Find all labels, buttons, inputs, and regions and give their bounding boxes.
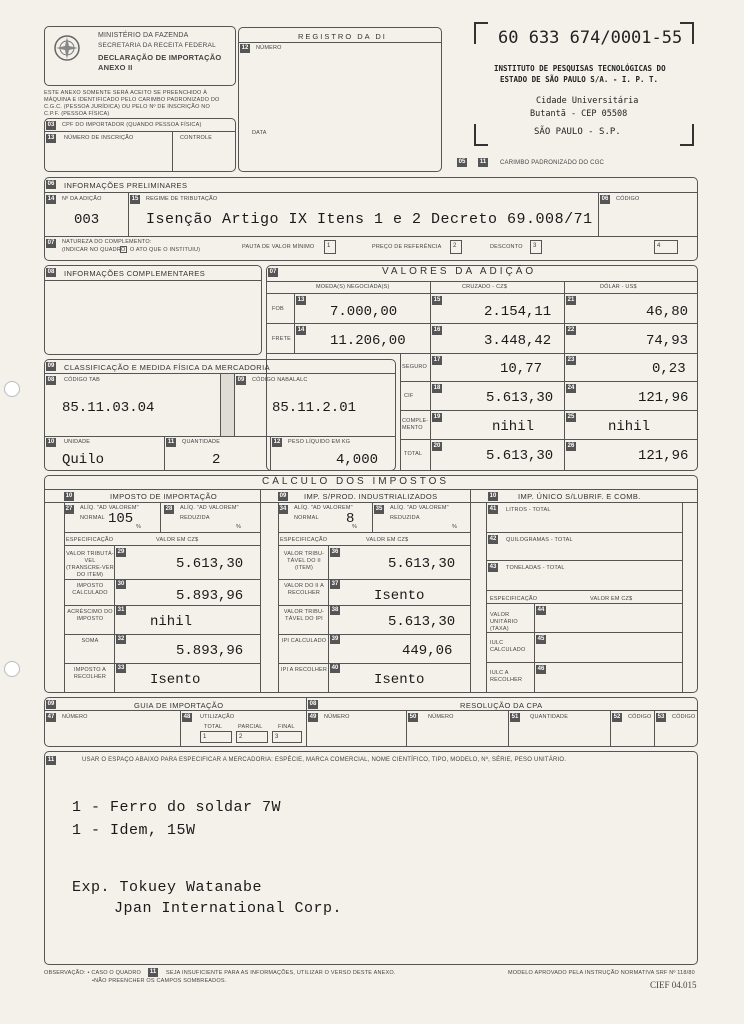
final-label: FINAL <box>278 724 295 730</box>
footer-obs-2: SEJA INSUFICIENTE PARA AS INFORMAÇÕES, UTILIZAR O VERSO DESTE ANEXO. <box>166 970 396 976</box>
field-num-50: 50 <box>409 714 417 720</box>
coat-of-arms-icon <box>52 33 82 63</box>
total-checkbox[interactable]: 1 <box>200 731 232 743</box>
cpa-numero-label: NÚMERO <box>324 714 350 720</box>
ii-vspec <box>114 545 115 693</box>
ipi-row-divider <box>278 579 470 580</box>
pauta-label: PAUTA DE VALOR MÍNIMO <box>242 244 315 250</box>
field-num-14: 14 <box>47 196 55 202</box>
stamp-corner-br <box>680 124 694 146</box>
ipi-row-divider <box>278 663 470 664</box>
calc-v2 <box>470 489 471 693</box>
complemento-cruzado: nihil <box>492 419 535 435</box>
iu-calculado: IULC CALCULADO <box>490 640 526 653</box>
ipi-vmid <box>372 502 373 532</box>
regime-value: Isenção Artigo IX Itens 1 e 2 Decreto 69.008/71 <box>146 211 593 228</box>
ii-reduzida-label: REDUZIDA <box>180 515 210 521</box>
ipi-espec-label: ESPECIFICAÇÃO <box>280 537 328 543</box>
stamp-cgc: 60 633 674/0001-55 <box>498 28 683 48</box>
ipi-row-num: 38 <box>331 607 339 613</box>
ipi-row-value: 449,06 <box>402 643 453 659</box>
iu-line6 <box>486 662 682 663</box>
ii-row-value: 5.893,96 <box>176 643 244 659</box>
fob-moeda: 7.000,00 <box>330 304 398 320</box>
peso-label: PESO LÍQUIDO EM KG <box>288 439 351 445</box>
val-line4 <box>400 381 698 382</box>
field-num-44: 44 <box>537 607 545 613</box>
form-subtitle: ANEXO II <box>98 63 133 72</box>
field-num-05: 05 <box>458 159 466 165</box>
field-num-13b: 13 <box>297 297 305 303</box>
registro-title: REGISTRO DA DI <box>298 32 387 41</box>
iu-quilogramas: QUILOGRAMAS - TOTAL <box>506 537 573 543</box>
ii-aliq-label-2: ALÍQ. "AD VALOREM" <box>180 505 239 511</box>
field-num-14b: 14 <box>297 327 305 333</box>
stamp-line-5: SÃO PAULO - S.P. <box>534 127 621 137</box>
adicao-label: Nº DA ADIÇÃO <box>62 196 102 202</box>
prelim-v1 <box>128 192 129 236</box>
preliminares-title: INFORMAÇÕES PRELIMINARES <box>64 181 188 190</box>
tab-value: 85.11.03.04 <box>62 400 155 416</box>
footer-obs-3: •NÃO PREENCHER OS CAMPOS SOMBREADOS. <box>92 978 227 984</box>
ii-row-divider <box>64 579 260 580</box>
ipi-row-label: IPI A RECOLHER <box>280 667 328 673</box>
frete-dolar: 74,93 <box>646 333 689 349</box>
field-num-51: 51 <box>511 714 519 720</box>
fob-cruzado: 2.154,11 <box>484 304 552 320</box>
prelim-line <box>44 192 698 193</box>
cif-cruzado: 5.613,30 <box>486 390 554 406</box>
cpa-v3 <box>610 710 611 747</box>
val-line1 <box>266 293 698 294</box>
stamp-line-2: ESTADO DE SÃO PAULO S/A. - I. P. T. <box>500 75 659 84</box>
cpa-v1 <box>406 710 407 747</box>
field-num-24: 24 <box>567 385 575 391</box>
natureza-quadro[interactable] <box>120 246 127 253</box>
regime-label: REGIME DE TRIBUTAÇÃO <box>146 196 218 202</box>
inscricao-label: NÚMERO DE INSCRIÇÃO <box>64 135 134 141</box>
ii-aliq-label: ALÍQ. "AD VALOREM" <box>80 505 139 511</box>
ii-row-value: 5.893,96 <box>176 588 244 604</box>
cpf-divider <box>44 131 236 132</box>
cpa-title: RESOLUÇÃO DA CPA <box>460 701 543 710</box>
unidade-value: Quilo <box>62 452 105 468</box>
unidade-label: UNIDADE <box>64 439 91 445</box>
stamp-line-4: Butantã - CEP 05508 <box>530 109 628 119</box>
field-num-10: 10 <box>47 439 55 445</box>
field-num-08c: 08 <box>309 701 317 707</box>
frete-label: FRETE <box>272 336 292 342</box>
col-dolar-label: DÓLAR - US$ <box>600 284 637 290</box>
field-num-48: 48 <box>183 714 191 720</box>
total-label: TOTAL <box>404 451 423 457</box>
mercadoria-line-4: Jpan International Corp. <box>114 900 343 917</box>
iu-toneladas: TONELADAS - TOTAL <box>506 565 565 571</box>
field-num-34: 34 <box>279 506 287 512</box>
pauta-checkbox[interactable]: 1 <box>324 240 336 254</box>
total-util-label: TOTAL <box>204 724 223 730</box>
cif-dolar: 121,96 <box>638 390 689 406</box>
header-note-1: ESTE ANEXO SOMENTE SERÁ ACEITO SE PREENCHIDO À <box>44 90 208 96</box>
iu-line3 <box>486 590 682 591</box>
calculo-title: CÁLCULO DOS IMPOSTOS <box>262 476 450 487</box>
ipi-pct-2: % <box>452 524 458 530</box>
total-dolar: 121,96 <box>638 448 689 464</box>
ii-row-num: 31 <box>117 607 125 613</box>
iu-line1 <box>486 532 682 533</box>
frete-cruzado: 3.448,42 <box>484 333 552 349</box>
ipi-row-label: VALOR DO II A RECOLHER <box>283 583 325 596</box>
field-num-22: 22 <box>567 327 575 333</box>
field-num-03: 03 <box>47 122 55 128</box>
header-note-2: MÁQUINA E IDENTIFICADO PELO CARIMBO PADRONIZADO DO <box>44 97 220 103</box>
ii-row-label: VALOR TRIBUTÁ-VEL (TRANSCRE-VER DO ITEM) <box>66 551 114 578</box>
val-line0 <box>266 281 698 282</box>
cif-label: CIF <box>404 393 414 399</box>
ipi-row-label: VALOR TRIBU-TÁVEL DO IPI <box>283 609 325 622</box>
ipi-row-value: Isento <box>374 588 425 604</box>
val-line2 <box>266 323 698 324</box>
ii-line1 <box>64 532 260 533</box>
ipi-vleft <box>278 502 279 693</box>
col-moeda-label: MOEDA(S) NEGOCIADA(S) <box>316 284 390 290</box>
field-num-20: 20 <box>433 443 441 449</box>
cpa-codigo-label: CÓDIGO <box>628 714 652 720</box>
fob-label: FOB <box>272 306 284 312</box>
cpf-vdivider <box>172 131 173 172</box>
class-v3 <box>270 436 271 471</box>
ipi-title: IMP. S/PROD. INDUSTRIALIZADOS <box>304 492 438 501</box>
ii-title: IMPOSTO DE IMPORTAÇÃO <box>110 492 218 501</box>
cpa-v4 <box>654 710 655 747</box>
ipi-row-label: VALOR TRIBU-TÁVEL DO II (ITEM) <box>283 551 325 571</box>
mercadoria-line-2: 1 - Idem, 15W <box>72 822 196 839</box>
field-num-16: 16 <box>433 327 441 333</box>
field-num-43: 43 <box>489 564 497 570</box>
ipi-line1 <box>278 532 470 533</box>
mercadoria-line-3: Exp. Tokuey Watanabe <box>72 879 263 896</box>
field-num-07b: 07 <box>269 269 277 275</box>
ipi-line2 <box>278 545 470 546</box>
preco-label: PREÇO DE REFERÊNCIA <box>372 244 442 250</box>
iu-espec-label: ESPECIFICAÇÃO <box>490 596 538 602</box>
ii-espec-label: ESPECIFICAÇÃO <box>66 537 114 543</box>
cpf-label: CPF DO IMPORTADOR (QUANDO PESSOA FÍSICA) <box>62 122 202 128</box>
ipi-row-num: 36 <box>331 549 339 555</box>
ii-row-value: Isento <box>150 672 201 688</box>
form-title: DECLARAÇÃO DE IMPORTAÇÃO <box>98 53 222 62</box>
iu-vright <box>682 502 683 693</box>
calculo-box <box>44 475 698 693</box>
ii-aliq-value: 105 <box>108 511 134 527</box>
field-num-47: 47 <box>47 714 55 720</box>
ipi-valor-label: VALOR EM CZ$ <box>366 537 409 543</box>
val-line6 <box>400 439 698 440</box>
total-cruzado: 5.613,30 <box>486 448 554 464</box>
prelim-v2 <box>598 192 599 236</box>
ii-row-value: nihil <box>150 614 193 630</box>
field-num-45: 45 <box>537 636 545 642</box>
cpa-quantidade-label: QUANTIDADE <box>530 714 569 720</box>
desconto-checkbox[interactable]: 3 <box>530 240 542 254</box>
parcial-label: PARCIAL <box>238 724 263 730</box>
iu-vspec <box>534 603 535 693</box>
nabalalc-label: CÓDIGO NABALALC <box>252 377 308 383</box>
classificacao-title: CLASSIFICAÇÃO E MEDIDA FÍSICA DA MERCADORIA <box>64 363 270 372</box>
field-num-07: 07 <box>47 240 55 246</box>
ipi-row-divider <box>278 634 470 635</box>
cpa-codigo2-label: CÓDIGO <box>672 714 696 720</box>
ii-line0 <box>44 502 260 503</box>
seguro-label: SEGURO <box>402 364 428 370</box>
val-v2 <box>430 281 431 471</box>
field-num-10c: 10 <box>489 493 497 499</box>
field-num-42: 42 <box>489 536 497 542</box>
field-num-11c: 11 <box>47 757 55 763</box>
ii-row-num: 32 <box>117 636 125 642</box>
val-line5 <box>400 410 698 411</box>
stamp-line-3: Cidade Universitária <box>536 96 639 106</box>
cpa-v2 <box>508 710 509 747</box>
ii-row-label: SOMA <box>81 638 99 644</box>
peso-value: 4,000 <box>336 452 379 468</box>
prelim-line2 <box>44 236 698 237</box>
mercadoria-box <box>44 751 698 965</box>
mercadoria-line-1: 1 - Ferro do soldar 7W <box>72 799 282 816</box>
ii-valor-label: VALOR EM CZ$ <box>156 537 199 543</box>
ipi-row-num: 39 <box>331 636 339 642</box>
field-num-49: 49 <box>309 714 317 720</box>
field-num-17: 17 <box>433 357 441 363</box>
field-num-12: 12 <box>241 45 249 51</box>
iu-title: IMP. ÚNICO S/LUBRIF. E COMB. <box>518 492 641 501</box>
ipi-row-value: 5.613,30 <box>388 614 456 630</box>
ii-normal-label: NORMAL <box>80 515 105 521</box>
ipi-aliq-value: 8 <box>346 511 355 527</box>
extra-checkbox[interactable]: 4 <box>654 240 678 254</box>
ii-row-divider <box>64 663 260 664</box>
ii-row-num: 33 <box>117 665 125 671</box>
ii-vmid <box>160 502 161 532</box>
field-num-25: 25 <box>567 414 575 420</box>
field-num-35: 35 <box>375 506 383 512</box>
footer-obs-1: OBSERVAÇÃO: • CASO O QUADRO <box>44 970 141 976</box>
field-num-27: 27 <box>65 506 73 512</box>
val-v3 <box>564 281 565 471</box>
class-v2 <box>164 436 165 471</box>
preco-checkbox[interactable]: 2 <box>450 240 462 254</box>
iu-line4 <box>486 603 682 604</box>
quantidade-value: 2 <box>212 452 221 468</box>
final-checkbox[interactable]: 3 <box>272 731 302 743</box>
complementares-title: INFORMAÇÕES COMPLEMENTARES <box>64 269 206 278</box>
ii-row-value: 5.613,30 <box>176 556 244 572</box>
ipi-row-divider <box>278 605 470 606</box>
ipi-row-num: 37 <box>331 581 339 587</box>
complemento-label-2: MENTO <box>402 425 423 431</box>
field-num-09: 09 <box>47 363 55 369</box>
field-num-53: 53 <box>657 714 665 720</box>
field-num-15: 15 <box>131 196 139 202</box>
natureza-label-1: NATUREZA DO COMPLEMENTO: <box>62 239 152 245</box>
registro-data-label: DATA <box>252 130 267 136</box>
field-num-11b: 11 <box>167 439 175 445</box>
quantidade-label: QUANTIDADE <box>182 439 221 445</box>
calc-line0 <box>44 489 698 490</box>
ii-vleft <box>64 502 65 693</box>
ipi-row-label: IPI CALCULADO <box>281 638 327 644</box>
field-num-21: 21 <box>567 297 575 303</box>
class-v1 <box>220 373 221 436</box>
ipi-aliq-label: ALÍQ. "AD VALOREM" <box>294 505 353 511</box>
complemento-label-1: COMPLE- <box>402 418 429 424</box>
calc-v1 <box>260 489 261 693</box>
field-num-19: 19 <box>433 414 441 420</box>
ii-row-divider <box>64 634 260 635</box>
stamp-corner-bl <box>474 124 488 146</box>
iu-valor-label: VALOR EM CZ$ <box>590 596 633 602</box>
field-num-13: 13 <box>47 135 55 141</box>
field-num-09b: 09 <box>237 377 245 383</box>
field-num-09c: 09 <box>279 493 287 499</box>
natureza-label-2: (INDICAR NO QUADRO <box>62 247 126 253</box>
field-num-52: 52 <box>613 714 621 720</box>
controle-label: CONTROLE <box>180 135 213 141</box>
field-num-15b: 15 <box>433 297 441 303</box>
field-num-26: 26 <box>567 443 575 449</box>
field-num-46: 46 <box>537 666 545 672</box>
iu-vleft <box>486 502 487 693</box>
col-cruzado-label: CRUZADO - CZ$ <box>462 284 508 290</box>
stamp-line-1: INSTITUTO DE PESQUISAS TECNOLÓGICAS DO <box>494 64 666 73</box>
ii-pct: % <box>136 524 142 530</box>
iu-litros: LITROS - TOTAL <box>506 507 551 513</box>
ipi-aliq-label-2: ALÍQ. "AD VALOREM" <box>390 505 449 511</box>
seguro-dolar: 0,23 <box>652 361 686 377</box>
field-num-09d: 09 <box>47 701 55 707</box>
ii-row-num: 30 <box>117 581 125 587</box>
stamp-corner-tl <box>474 22 488 44</box>
seguro-cruzado: 10,77 <box>500 361 543 377</box>
guia-title: GUIA DE IMPORTAÇÃO <box>134 701 224 710</box>
field-num-06: 06 <box>47 181 55 187</box>
field-num-08: 08 <box>47 269 55 275</box>
ipi-row-value: 5.613,30 <box>388 556 456 572</box>
ipi-vspec <box>328 545 329 693</box>
natureza-label-3: O ATO QUE O INSTITUIU) <box>130 247 201 253</box>
guia-numero-label: NÚMERO <box>62 714 88 720</box>
ministry-name: MINISTÉRIO DA FAZENDA <box>98 32 189 39</box>
ii-row-label: IMPOSTO CALCULADO <box>72 583 108 596</box>
valores-title: VALORES DA ADIÇÃO <box>382 266 537 277</box>
field-num-28: 28 <box>165 506 173 512</box>
iu-valor-unit: VALOR UNITÁRIO (TAXA) <box>490 612 518 632</box>
footer-modelo: MODELO APROVADO PELA INSTRUÇÃO NORMATIVA SRF Nº 118/80 <box>508 970 695 976</box>
header-note-3: C.G.C. (PESSOA JURÍDICA) OU PELO Nº DE INSCRIÇÃO NO <box>44 104 210 110</box>
compl-line <box>44 280 262 281</box>
codigo-label: CÓDIGO <box>616 196 640 202</box>
ii-row-label: IMPOSTO A RECOLHER <box>73 667 107 680</box>
field-num-08b: 08 <box>47 377 55 383</box>
val-v0 <box>400 353 401 471</box>
field-num-23: 23 <box>567 357 575 363</box>
iu-line5 <box>486 632 682 633</box>
fob-dolar: 46,80 <box>646 304 689 320</box>
punch-hole-top <box>4 381 20 397</box>
mercadoria-instruction: USAR O ESPAÇO ABAIXO PARA ESPECIFICAR A MERCADORIA: ESPÉCIE, MARCA COMERCIAL, NOME CIENTÍFICO, TIPO, MODELO, Nº, SÉRIE, PESO UNITÁRIO. <box>82 757 567 763</box>
ipi-pct: % <box>352 524 358 530</box>
ipi-row-num: 40 <box>331 665 339 671</box>
adicao-value: 003 <box>74 212 100 228</box>
class-v1b <box>234 373 235 436</box>
secretariat-name: SECRETARIA DA RECEITA FEDERAL <box>98 42 216 49</box>
field-num-41: 41 <box>489 506 497 512</box>
ipi-reduzida-label: REDUZIDA <box>390 515 420 521</box>
footer-code: CIEF 04.015 <box>650 980 697 990</box>
guia-v1 <box>180 710 181 747</box>
ii-pct-2: % <box>236 524 242 530</box>
iu-recolher: IULC A RECOLHER <box>490 670 523 683</box>
ii-line2 <box>64 545 260 546</box>
utilizacao-label: UTILIZAÇÃO <box>200 714 235 720</box>
tab-label: CÓDIGO TAB <box>64 377 101 383</box>
field-num-11: 11 <box>479 159 487 165</box>
class-shade <box>220 374 234 436</box>
ipi-normal-label: NORMAL <box>294 515 319 521</box>
frete-moeda: 11.206,00 <box>330 333 406 349</box>
nabalalc-value: 85.11.2.01 <box>272 400 357 416</box>
field-num-12b: 12 <box>273 439 281 445</box>
ipi-line0 <box>260 502 470 503</box>
registro-numero-label: NÚMERO <box>256 45 282 51</box>
field-num-10b: 10 <box>65 493 73 499</box>
registro-top-line <box>238 42 442 43</box>
desconto-label: DESCONTO <box>490 244 523 250</box>
class-line1 <box>44 436 396 437</box>
ii-row-divider <box>64 605 260 606</box>
carimbo-label: CARIMBO PADRONIZADO DO CGC <box>500 160 605 166</box>
field-num-06b: 06 <box>601 196 609 202</box>
val-line3 <box>266 353 698 354</box>
punch-hole-bottom <box>4 661 20 677</box>
complemento-dolar: nihil <box>608 419 651 435</box>
guia-line <box>44 710 698 711</box>
complementares-box <box>44 265 262 355</box>
iu-line2 <box>486 560 682 561</box>
parcial-checkbox[interactable]: 2 <box>236 731 268 743</box>
ipi-row-value: Isento <box>374 672 425 688</box>
cpa-numero2-label: NÚMERO <box>428 714 454 720</box>
field-num-11d: 11 <box>149 969 157 975</box>
field-num-18: 18 <box>433 385 441 391</box>
ii-row-num: 29 <box>117 549 125 555</box>
iu-line0 <box>470 502 698 503</box>
guia-v-mid <box>306 697 307 747</box>
header-note-4: C.P.F. (PESSOA FÍSICA) <box>44 111 110 117</box>
ii-row-label: ACRÉSCIMO DO IMPOSTO <box>67 609 113 622</box>
